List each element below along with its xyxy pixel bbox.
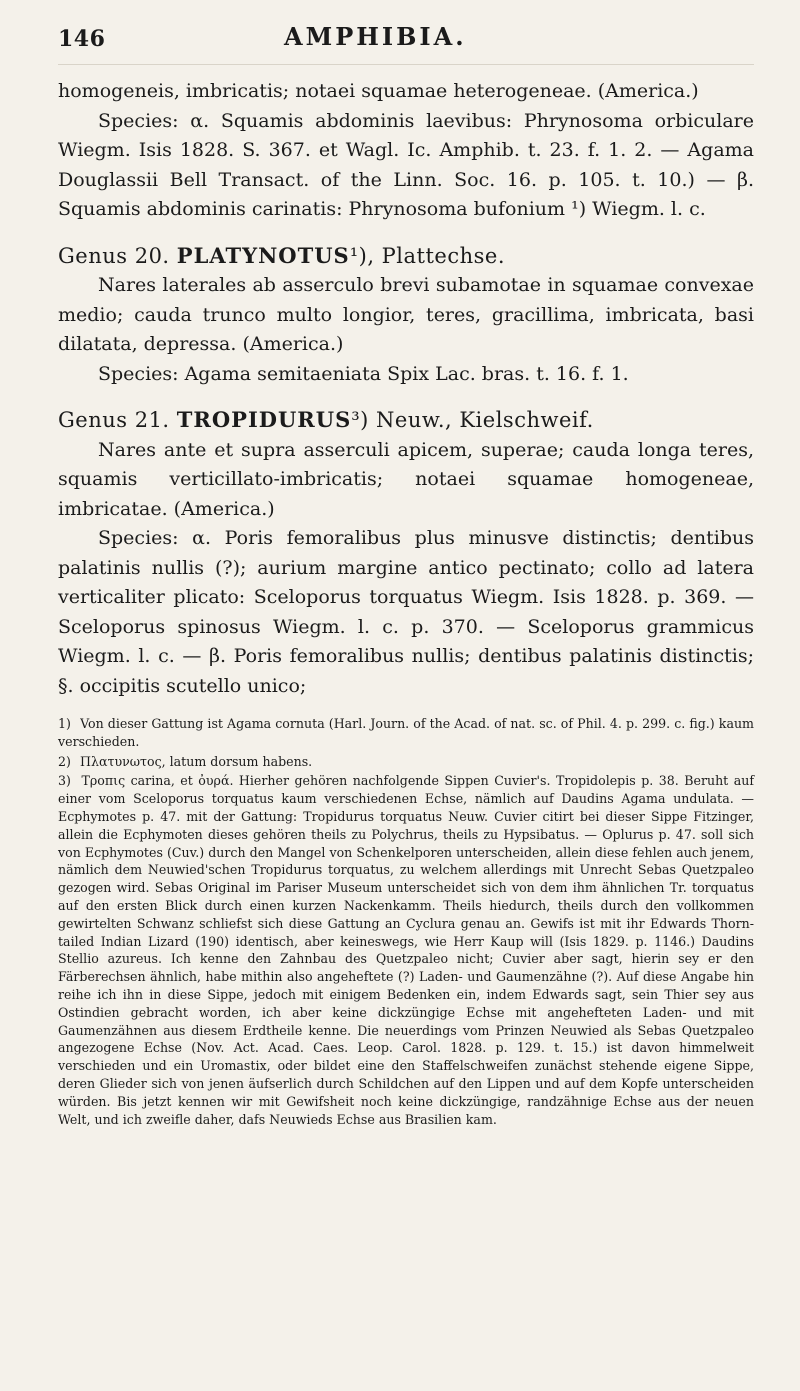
footnote-text: Von dieser Gattung ist Agama cornuta (Harl. Journ. of the Acad. of nat. sc. of Phil. 4. p. 299. c. fig.) kaum verschieden. bbox=[58, 716, 754, 749]
footnote bbox=[58, 715, 754, 751]
genus-heading-platynotus bbox=[58, 241, 754, 272]
genus-name: TROPIDURUS bbox=[176, 407, 352, 432]
genus-diagnosis-tropidurus: Nares ante et supra asserculi apicem, superae; cauda longa teres, squamis verticillato-imbricatis; notaei squamae homogeneae, imbricatae. (America.) bbox=[58, 438, 754, 520]
footnote-text: Πλατυνωτος, latum dorsum habens. bbox=[80, 753, 313, 769]
page-header bbox=[58, 20, 754, 65]
footnotes bbox=[58, 715, 754, 1128]
footnote-mark: 1) bbox=[58, 716, 71, 731]
genus-label: Genus 20. bbox=[58, 243, 170, 268]
footnote-mark: 3) bbox=[58, 773, 71, 789]
species-paragraph-platynotus: Species: Agama semitaeniata Spix Lac. bras. t. 16. f. 1. bbox=[98, 362, 629, 385]
genus-heading-rest: ³) Neuw., Kielschweif. bbox=[351, 408, 594, 432]
genus-label: Genus 21. bbox=[58, 408, 170, 432]
page-number: 146 bbox=[58, 26, 106, 52]
species-paragraph-phrynosoma: Species: α. Squamis abdominis laevibus: Phrynosoma orbiculare Wiegm. Isis 1828. S. 367. et Wagl. Ic. Amphib. t. 23. f. 1. 2. — Agama Douglassii Bell Transact. of the Linn. Soc. 16. p. 105. t. 10.) — β. Squamis abdominis carinatis: Phrynosoma bufonium ¹) Wiegm. l. c. bbox=[58, 109, 754, 220]
footnote bbox=[58, 753, 754, 771]
main-text bbox=[58, 77, 754, 701]
paragraph-continuation: homogeneis, imbricatis; notaei squamae heterogeneae. (America.) bbox=[58, 80, 699, 102]
genus-diagnosis-platynotus: Nares laterales ab asserculo brevi subamotae in squamae convexae medio; cauda trunco multo longior, teres, gracillima, imbricata, basi dilatata, depressa. (America.) bbox=[58, 274, 754, 355]
species-paragraph-tropidurus: Species: α. Poris femoralibus plus minusve distinctis; dentibus palatinis nullis (?); aurium margine antico pectinato; collo ad latera verticaliter plicato: Sceloporus torquatus Wiegm. Isis 1828. p. 369. — Sceloporus spinosus Wiegm. l. c. p. 370. — Sceloporus grammicus Wiegm. l. c. — β. Poris femoralibus nullis; dentibus palatinis distinctis; §. occipitis scutello unico; bbox=[58, 527, 754, 697]
running-head: AMPHIBIA. bbox=[284, 22, 467, 51]
footnote-text: Τροπις carina, et ὀυρά. Hierher gehören nachfolgende Sippen Cuvier's. Tropidolepis p. 38. Beruht auf einer vom Sceloporus torquatus kaum verschiedenen Echse, nämlich auf Daudins Agama undulata. — Ecphymotes p. 47. mit der Gattung: Tropidurus torquatus Neuw. Cuvier citirt bei dieser Sippe Fitzinger, allein die Ecphymoten dieses gehören theils zu Polychrus, theils zu Hypsibatus. — Oplurus p. 47. soll sich von Ecphymotes (Cuv.) durch den Mangel von Schenkelporen unterscheiden, allein diese fehlen auch jenem, nämlich dem Neuwied'schen Tropidurus torquatus, zu welchem allerdings mit Unrecht Sebas Quetzpaleo gezogen wird. Sebas Original im Pariser Museum unterscheidet sich von dem ihm ähnlichen Tr. torquatus auf den ersten Blick durch einen kurzen Nackenkamm. Theils hiedurch, theils durch den vollkommen gewirtelten Schwanz schliefst sich diese Gattung an Cyclura genau an. Gewifs ist mit ihr Edwards Thorn-tailed Indian Lizard (190) identisch, aber keineswegs, wie Herr Kaup will (Isis 1829. p. 1146.) Daudins Stellio azureus. Ich kenne den Zahnbau des Quetzpaleo nicht; Cuvier aber sagt, hierin sey er den Färberechsen ähnlich, habe mithin also angeheftete (?) Laden- und Gaumenzähne (?). Auf diese Angabe hin reihe ich ihn in diese Sippe, jedoch mit einigem Bedenken ein, indem Edwards sagt, sein Thier sey aus Ostindien gebracht worden, ich aber keine dickzüngige Echse mit angehefteten Laden- und mit Gaumenzähnen aus diesem Erdtheile kenne. Die neuerdings vom Prinzen Neuwied als Sebas Quetzpaleo angezogene Echse (Nov. Act. Acad. Caes. Leop. Carol. 1828. p. 129. t. 15.) ist davon himmelweit verschieden und ein Uromastix, oder bildet eine den Staffelschweifen zunächst stehende eigene Sippe, deren Glieder sich von jenen äufserlich durch Schildchen auf den Lippen und auf dem Kopfe unterscheiden würden. Bis jetzt kennen wir mit Gewifsheit noch keine dickzüngige, randzähnige Echse aus der neuen Welt, und ich zweifle daher, dafs Neuwieds Echse aus Brasilien kam. bbox=[58, 773, 754, 1127]
genus-heading-rest: ¹), Plattechse. bbox=[349, 243, 506, 268]
genus-name: PLATYNOTUS bbox=[176, 242, 350, 268]
footnote-mark: 2) bbox=[58, 753, 71, 769]
genus-heading-tropidurus bbox=[58, 405, 754, 436]
footnote bbox=[58, 772, 754, 1128]
